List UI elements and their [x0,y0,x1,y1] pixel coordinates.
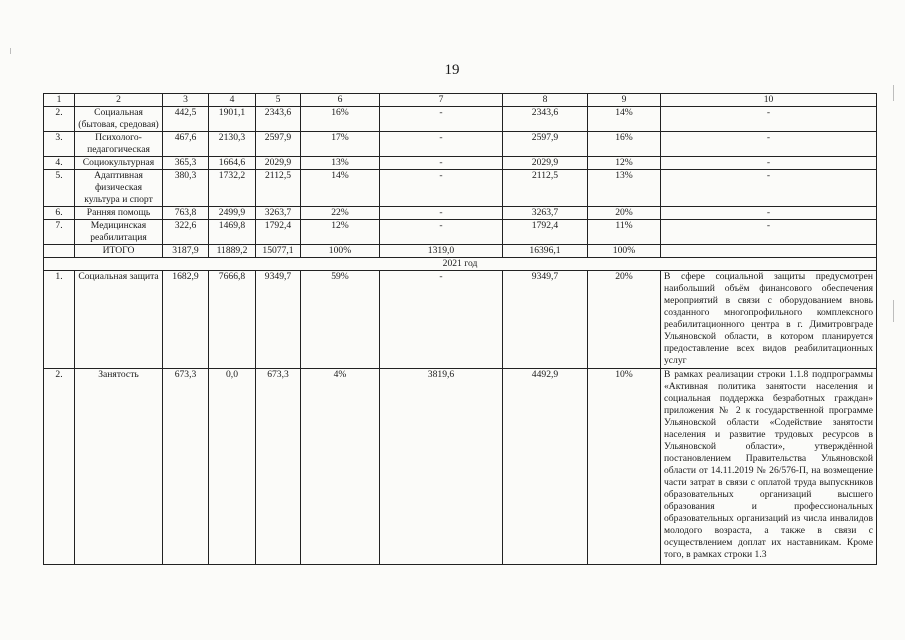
value-cell: 9349,7 [256,271,301,369]
section-title: 2021 год [44,258,877,271]
total-value: 15077,1 [256,245,301,258]
value-cell: 10% [588,369,661,565]
row-name: Медицинская реабилитация [75,220,163,245]
value-cell: 2029,9 [256,157,301,170]
value-cell: 673,3 [163,369,209,565]
value-cell: 4492,9 [503,369,588,565]
row-name: Адаптивная физическая культура и спорт [75,170,163,207]
comment-cell: В сфере социальной защиты предусмотрен наибольший объём финансового обеспечения мероприятий в связи с оборудованием вновь созданного многопрофильного комплексного реабилитационного центра в г. Димитровграде Ульяновской области, в котором планируется предоставление всех видов реабилитационных услуг [661,271,877,369]
value-cell: 11% [588,220,661,245]
value-cell: 2112,5 [503,170,588,207]
value-cell: 3263,7 [503,207,588,220]
row-name: Занятость [75,369,163,565]
value-cell: 13% [588,170,661,207]
value-cell: 467,6 [163,132,209,157]
total-value: 100% [588,245,661,258]
row-name: Социальная защита [75,271,163,369]
total-value: 3187,9 [163,245,209,258]
row-name: Социокультурная [75,157,163,170]
value-cell: - [380,220,503,245]
value-cell: 2130,3 [209,132,256,157]
value-cell: 59% [301,271,380,369]
value-cell: 9349,7 [503,271,588,369]
column-number: 10 [661,94,877,107]
column-number: 6 [301,94,380,107]
column-numbers-row [44,94,877,107]
row-number: 5. [44,170,75,207]
column-number: 5 [256,94,301,107]
value-cell: - [380,107,503,132]
comment-cell: - [661,132,877,157]
value-cell: 1792,4 [256,220,301,245]
value-cell: 20% [588,207,661,220]
table-row [44,271,877,369]
total-value [661,245,877,258]
value-cell: - [380,271,503,369]
row-number: 2. [44,369,75,565]
value-cell: 365,3 [163,157,209,170]
value-cell: 16% [301,107,380,132]
comment-cell: - [661,170,877,207]
value-cell: 2343,6 [503,107,588,132]
value-cell: 2597,9 [256,132,301,157]
value-cell: 442,5 [163,107,209,132]
value-cell: 14% [301,170,380,207]
value-cell: 380,3 [163,170,209,207]
table-row [44,369,877,565]
total-value: 1319,0 [380,245,503,258]
column-number: 7 [380,94,503,107]
value-cell: 20% [588,271,661,369]
scan-artifact [893,85,894,101]
column-number: 3 [163,94,209,107]
row-name: Социальная (бытовая, средовая) [75,107,163,132]
value-cell: - [380,157,503,170]
value-cell: 16% [588,132,661,157]
value-cell: 17% [301,132,380,157]
value-cell: 14% [588,107,661,132]
page-number: 19 [444,62,460,78]
value-cell: 322,6 [163,220,209,245]
total-row [44,245,877,258]
value-cell: 22% [301,207,380,220]
value-cell: 4% [301,369,380,565]
rehabilitation-funding-table [43,93,877,565]
value-cell: 1664,6 [209,157,256,170]
table-row [44,207,877,220]
value-cell: - [380,132,503,157]
table-row [44,132,877,157]
table-row [44,107,877,132]
value-cell: 673,3 [256,369,301,565]
column-number: 2 [75,94,163,107]
value-cell: 13% [301,157,380,170]
table-row [44,170,877,207]
value-cell: 0,0 [209,369,256,565]
total-value: 100% [301,245,380,258]
column-number: 9 [588,94,661,107]
scan-artifact [893,300,894,322]
value-cell: 1792,4 [503,220,588,245]
column-number: 4 [209,94,256,107]
comment-cell: - [661,107,877,132]
table-row [44,157,877,170]
comment-cell: - [661,207,877,220]
value-cell: 2597,9 [503,132,588,157]
column-number: 8 [503,94,588,107]
comment-cell: - [661,220,877,245]
row-number: 2. [44,107,75,132]
value-cell: 763,8 [163,207,209,220]
value-cell: 2029,9 [503,157,588,170]
value-cell: 12% [588,157,661,170]
total-value: 16396,1 [503,245,588,258]
column-number: 1 [44,94,75,107]
value-cell: 7666,8 [209,271,256,369]
value-cell: - [380,207,503,220]
row-number: 1. [44,271,75,369]
value-cell: 1901,1 [209,107,256,132]
value-cell: 3819,6 [380,369,503,565]
table-row [44,220,877,245]
value-cell: 2343,6 [256,107,301,132]
row-number: 7. [44,220,75,245]
comment-cell: В рамках реализации строки 1.1.8 подпрограммы «Активная политика занятости населения и социальная поддержка безработных граждан» приложения № 2 к государственной программе Ульяновской области «Содействие занятости населения и развитие трудовых ресурсов в Ульяновской области», утверждённой постановлением Правительства Ульяновской области от 14.11.2019 № 26/576-П, на возмещение части затрат в связи с оплатой труда выпускников образовательных организаций высшего образования и профессиональных образовательных организаций из числа инвалидов молодого возраста, а также в связи с осуществлением доплат их наставникам. Кроме того, в рамках строки 1.3 [661,369,877,565]
row-number: 4. [44,157,75,170]
value-cell: 1682,9 [163,271,209,369]
value-cell: 1469,8 [209,220,256,245]
total-value: 11889,2 [209,245,256,258]
row-number: 3. [44,132,75,157]
section-row [44,258,877,271]
comment-cell: - [661,157,877,170]
value-cell: 3263,7 [256,207,301,220]
value-cell: 2499,9 [209,207,256,220]
empty-cell [44,245,75,258]
scan-artifact [10,48,11,54]
value-cell: 12% [301,220,380,245]
value-cell: - [380,170,503,207]
row-name: Ранняя помощь [75,207,163,220]
row-name: Психолого-педагогическая [75,132,163,157]
value-cell: 1732,2 [209,170,256,207]
value-cell: 2112,5 [256,170,301,207]
total-label: ИТОГО [75,245,163,258]
row-number: 6. [44,207,75,220]
